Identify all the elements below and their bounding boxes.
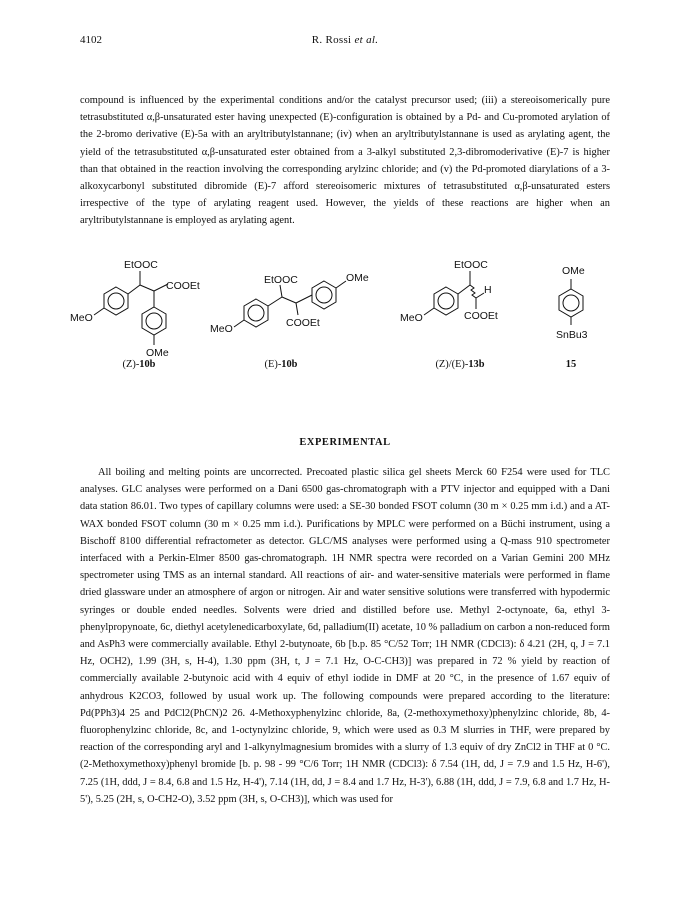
page-header xyxy=(80,34,610,50)
body-paragraph-2: All boiling and melting points are uncorrected. Precoated plastic silica gel sheets Merck 60 F254 were used for TLC analyses. GLC analyses were performed on a Dani 6500 gas-chromatograph with a PTV injector and equipped with a Dani data station 86.01. Two types of capillary columns were used: a SE-30 bonded FSOT column (30 m × 0.25 mm i.d.) and a AT-WAX bonded FSOT column (30 m × 0.25 mm i.d.). Purifications by MPLC were performed on a Büchi instrument, using a Bischoff 8100 differential refractometer as detector. GLC/MS analyses were performed using a Q-mass 910 spectrometer interfaced with a Perkin-Elmer 8500 gas-chromatograph. 1H NMR spectra were recorded on a Varian Gemini 200 MHz spectrometer using TMS as an internal standard. All reactions of air- and water-sensitive materials were performed in flame dried glassware under an atmosphere of argon or nitrogen. Air and water sensitive solutions were transferred with hypodermic syringes or double ended needles. Solvents were dried and distilled before use. Methyl 2-octynoate, 6a, ethyl 3-phenylpropynoate, 6c, diethyl acetylenedicarboxylate, 6d, palladium(II) acetate, 10 % palladium on carbon a non-reduced form and AsPh3 were commercially available. Ethyl 2-butynoate, 6b [b.p. 85 °C/52 Torr; 1H NMR (CDCl3): δ 4.21 (2H, q, J = 7.1 Hz, OCH2), 1.99 (3H, s, H-4), 1.30 ppm (3H, t, J = 7.1 Hz, O-C-CH3)] was prepared in 72 % yield by reaction of commercially available 2-butynoic acid with 4 equiv of ethyl iodide in DMF at 20 °C, in the presence of 1.67 equiv of anhydrous K2CO3, followed by usual work up. The following compounds were prepared according to the literature: Pd(PPh3)4 25 and PdCl2(PhCN)2 26. 4-Methoxyphenylzinc chloride, 8a, (2-methoxymethoxy)phenylzinc chloride, 8b, 4-fluorophenylzinc chloride, 8c, and 1-octynylzinc chloride, 9, which were used as 0.3 M slurries in THF, were prepared by reaction of the corresponding aryl and 1-alkynylmagnesium bromides with a slurry of 1.3 equiv of dry ZnCl2 in THF at 0 °C. (2-Methoxymethoxy)phenyl bromide [b. p. 98 - 99 °C/6 Torr; 1H NMR (CDCl3): δ 7.54 (1H, dd, J = 7.9 and 1.5 Hz, H-6'), 7.25 (1H, ddd, J = 8.4, 6.8 and 1.5 Hz, H-4'), 7.14 (1H, dd, J = 8.4 and 1.7 Hz, H-3'), 6.88 (1H, ddd, J = 7.9, 6.8 and 1.7 Hz, H-5'), 5.25 (2H, s, O-CH2-O), 3.52 ppm (3H, s, O-CH3)], which was used for xyxy=(80,467,610,805)
s3-label-cooet: COOEt xyxy=(464,310,498,322)
caption-ze-13b: (Z)/(E)-13b xyxy=(435,359,485,370)
s1-label-etooc: EtOOC xyxy=(124,259,158,271)
s2-label-meo: MeO xyxy=(210,323,233,335)
structure-labels xyxy=(70,259,588,359)
running-title: R. Rossi et al. xyxy=(311,34,379,46)
s1-label-meo: MeO xyxy=(70,312,93,324)
caption-e-10b: (E)-10b xyxy=(264,359,298,370)
caption-15: 15 xyxy=(565,359,577,370)
page-number: 4102 xyxy=(80,34,102,46)
s3-label-meo: MeO xyxy=(400,312,423,324)
s4-label-ome: OMe xyxy=(562,265,585,277)
s2-label-ome: OMe xyxy=(346,272,369,284)
body-paragraph-1: compound is influenced by the experimental conditions and/or the catalyst precursor used; (iii) a stereoisomerically pure tetrasubstituted α,β-unsaturated ester having unexpected (E)-configuration is obtained by a Pd- and Cu-promoted arylation of the 2-bromo derivative (E)-5a with an aryltributylstannane; (iv) when an aryltributylstannane is used as arylating agent, the yield of the tetrasubstituted α,β-unsaturated ester obtained from a 3-alkyl substituted 2,3-dibromoderivative (E)-7 is higher than that obtained in the reaction involving the corresponding arylzinc chloride; and (v) the Pd-promoted diarylations of a 3-alkoxycarbonyl substituted dibromide (E)-7 afford stereoisomeric mixtures of tetrasubstituted α,β-unsaturated esters irrespective of the type of arylating reagent used. However, the yields of these reactions are higher when an aryltributylstannane is employed as arylating agent. xyxy=(80,95,610,227)
caption-z-10b: (Z)-10b xyxy=(122,359,156,370)
s3-label-h: H xyxy=(484,284,492,296)
s1-label-cooet: COOEt xyxy=(166,280,200,292)
s2-label-etooc: EtOOC xyxy=(264,274,298,286)
s2-label-cooet: COOEt xyxy=(286,317,320,329)
s3-label-etooc: EtOOC xyxy=(454,259,488,271)
s1-label-ome: OMe xyxy=(146,347,169,359)
chemical-structures-figure xyxy=(70,259,620,389)
s4-label-snbu3: SnBu3 xyxy=(556,329,588,341)
section-heading-experimental: EXPERIMENTAL xyxy=(299,437,391,448)
